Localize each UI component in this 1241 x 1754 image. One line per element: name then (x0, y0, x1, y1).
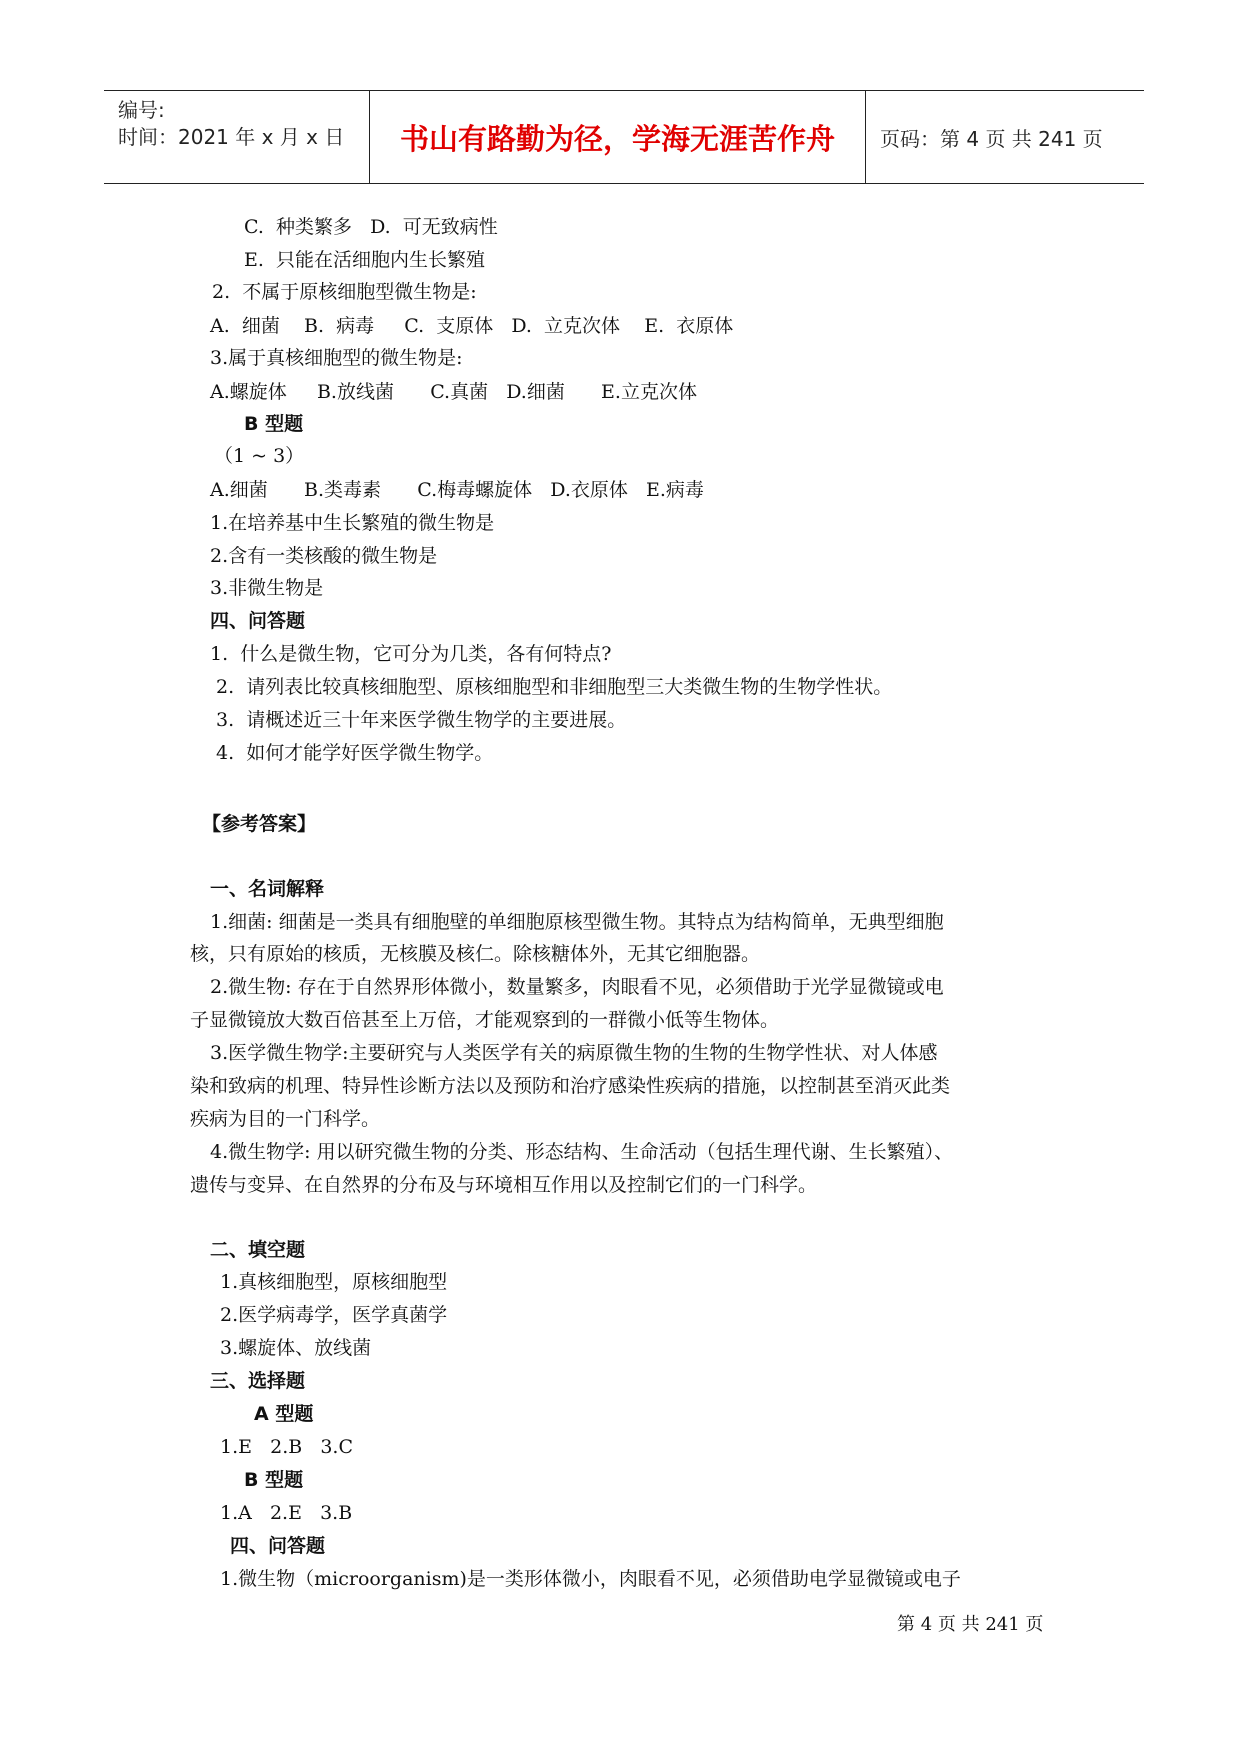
answer-line: 2.微生物: 存在于自然界形体微小，数量繁多，肉眼看不见，必须借助于光学显微镜或电 (210, 976, 944, 998)
answer-line: 1.微生物（microorganism)是一类形体微小，肉眼看不见，必须借助电学显微镜或电子 (220, 1568, 961, 1590)
option-line: E. 只能在活细胞内生长繁殖 (244, 249, 485, 271)
option-line: A. 细菌 B. 病毒 C. 支原体 D. 立克次体 E. 衣原体 (210, 315, 734, 337)
answer-line: 核，只有原始的核质，无核膜及核仁。除核糖体外，无其它细胞器。 (190, 943, 761, 965)
answers-heading: 【参考答案】 (202, 813, 317, 835)
section-heading: 一、名词解释 (210, 878, 325, 900)
question-line: 3.非微生物是 (210, 577, 324, 599)
option-line: C. 种类繁多 D. 可无致病性 (244, 216, 498, 238)
answer-line: 1.真核细胞型，原核细胞型 (220, 1271, 448, 1293)
section-subheading: A 型题 (254, 1403, 314, 1425)
question-line: 1. 什么是微生物，它可分为几类，各有何特点? (210, 643, 612, 665)
answer-line: 1.细菌: 细菌是一类具有细胞壁的单细胞原核型微生物。其特点为结构简单，无典型细胞 (210, 911, 944, 933)
section-heading: 四、问答题 (210, 610, 306, 632)
answer-line: 遗传与变异、在自然界的分布及与环境相互作用以及控制它们的一门科学。 (190, 1174, 818, 1196)
question-line: 4. 如何才能学好医学微生物学。 (216, 742, 494, 764)
answer-line: 疾病为目的一门科学。 (190, 1108, 381, 1130)
number-label: 编号: (118, 98, 165, 122)
header-slogan: 书山有路勤为径，学海无涯苦作舟 (370, 91, 866, 183)
option-line: A.细菌 B.类毒素 C.梅毒螺旋体 D.衣原体 E.病毒 (210, 479, 704, 501)
section-heading: 三、选择题 (210, 1370, 306, 1392)
answer-line: 4.微生物学: 用以研究微生物的分类、形态结构、生命活动（包括生理代谢、生长繁殖）、 (210, 1141, 954, 1163)
section-subheading: B 型题 (244, 1469, 304, 1491)
range-line: （1 ~ 3） (214, 445, 305, 467)
question-line: 2. 不属于原核细胞型微生物是: (212, 281, 477, 303)
answer-line: 3.医学微生物学:主要研究与人类医学有关的病原微生物的生物的生物学性状、对人体感 (210, 1042, 938, 1064)
answer-line: 3.螺旋体、放线菌 (220, 1337, 372, 1359)
time-label: 时间：2021 年 x 月 x 日 (118, 125, 345, 149)
page-footer: 第 4 页 共 241 页 (897, 1614, 1044, 1635)
question-line: 3. 请概述近三十年来医学微生物学的主要进展。 (216, 709, 627, 731)
answer-line: 1.E 2.B 3.C (220, 1436, 353, 1458)
option-line: A.螺旋体 B.放线菌 C.真菌 D.细菌 E.立克次体 (210, 381, 697, 403)
answer-line: 2.医学病毒学，医学真菌学 (220, 1304, 448, 1326)
page-header (104, 90, 1144, 184)
question-line: 2.含有一类核酸的微生物是 (210, 545, 438, 567)
section-heading: 四、问答题 (230, 1535, 326, 1557)
answer-line: 1.A 2.E 3.B (220, 1502, 353, 1524)
question-line: 3.属于真核细胞型的微生物是: (210, 347, 463, 369)
header-left-cell (104, 91, 370, 183)
question-line: 2. 请列表比较真核细胞型、原核细胞型和非细胞型三大类微生物的生物学性状。 (216, 676, 893, 698)
section-subheading: B 型题 (244, 413, 304, 435)
section-heading: 二、填空题 (210, 1239, 306, 1261)
header-page-label: 页码：第 4 页 共 241 页 (880, 126, 1103, 151)
answer-line: 染和致病的机理、特异性诊断方法以及预防和治疗感染性疾病的措施，以控制甚至消灭此类 (190, 1075, 951, 1097)
question-line: 1.在培养基中生长繁殖的微生物是 (210, 512, 495, 534)
answer-line: 子显微镜放大数百倍甚至上万倍，才能观察到的一群微小低等生物体。 (190, 1009, 780, 1031)
